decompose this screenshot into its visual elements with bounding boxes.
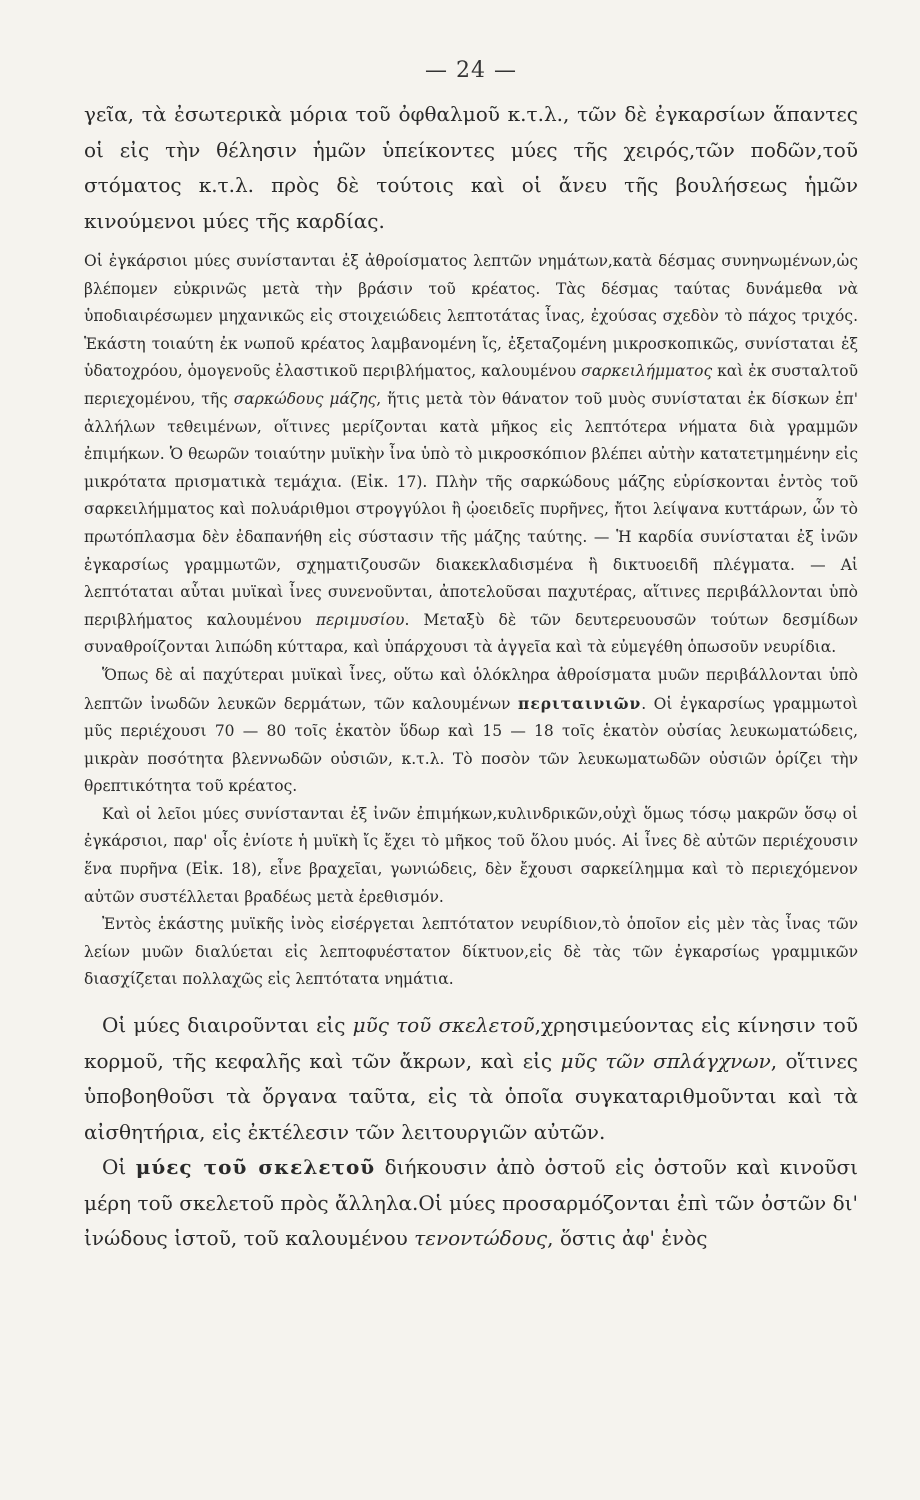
opening-text <box>84 97 858 239</box>
small-print-section <box>84 248 858 994</box>
text-span: ,χρησιμεύοντας εἰς κίνησιν τοῦ κορμοῦ, τῆς κεφαλῆς καὶ τῶν ἄκρων, καὶ εἰς <box>84 1013 858 1073</box>
text-span: Οἱ μύες διαιροῦνται εἰς <box>102 1013 353 1038</box>
text-span: , ἥτις μετὰ τὸν θάνατον τοῦ μυὸς συνίσταται ἐκ δίσκων ἐπ' ἀλλήλων τεθειμένων, οἵτινες μερίζονται κατὰ μῆκος εἰς λεπτότερα νήματα διὰ γραμμῶν ἐπιμήκων. Ὁ θεωρῶν τοιαύτην μυϊκὴν ἶνα ὑπὸ τὸ μικροσκόπιον βλέπει αὐτὴν κατατετμημένην εἰς μικρότατα πρισματικὰ τεμάχια. (Εἰκ. 17). Πλὴν τῆς σαρκώδους μάζης εὑρίσκονται ἐντὸς τοῦ σαρκειλήμματος καὶ πολυάριθμοι στρογγύλοι ἢ ᾠοειδεῖς πυρῆνες, ἤτοι λείψανα κυττάρων, ὧν τὸ πρωτόπλασμα δὲν ἐδαπανήθη εἰς σύστασιν τῆς μάζης ταύτης. — Ἡ καρδία συνίσταται ἐξ ἰνῶν ἐγκαρσίως γραμμωτῶν, σχηματιζουσῶν διακεκλαδισμένα ἢ δικτυοειδῆ πλέγματα. — Αἱ λεπτόταται αὗται μυϊκαὶ ἶνες συνενοῦνται, ἀποτελοῦσαι παχυτέρας, αἵτινες περιβάλλονται ὑπὸ περιβλήματος καλουμένου <box>84 389 859 629</box>
paragraph <box>84 1150 858 1257</box>
bold-term: μύες τοῦ σκελετοῦ <box>135 1155 376 1180</box>
text-span: Οἱ <box>102 1155 136 1180</box>
paragraph: Καὶ οἱ λεῖοι μύες συνίστανται ἐξ ἰνῶν ἐπιμήκων,κυλινδρικῶν,οὐχὶ ὅμως τόσῳ μακρῶν ὅσῳ οἱ ἐγκάρσιοι, παρ' οἷς ἐνίοτε ἡ μυϊκὴ ἴς ἔχει τὸ μῆκος τοῦ ὅλου μυός. Αἱ ἶνες δὲ αὐτῶν περιέχουσιν ἕνα πυρῆνα (Εἰκ. 18), εἶνε βραχεῖαι, γωνιώδεις, δὲν ἔχουσι σαρκείλημμα καὶ τὸ περιεχόμενον αὐτῶν συστέλλεται βραδέως μετὰ ἐρεθισμόν. <box>84 804 858 906</box>
italic-term: μῦς τοῦ σκελετοῦ <box>352 1013 535 1038</box>
italic-term: τενοντώδους <box>414 1226 548 1251</box>
text-span: Οἱ ἐγκάρσιοι μύες συνίστανται ἐξ ἀθροίσματος λεπτῶν νημάτων,κατὰ δέσμας συνηνωμένων,ὡς βλέπομεν εὐκρινῶς μετὰ τὴν βράσιν τοῦ κρέατος. Τὰς δέσμας ταύτας δυνάμεθα νὰ ὑποδιαιρέσωμεν μηχανικῶς εἰς στοιχειώδεις λεπτοτάτας ἶνας, ἐχούσας σχεδὸν τὸ πάχος τριχός. Ἑκάστη τοιαύτη ἐκ νωποῦ κρέατος λαμβανομένη ἴς, ἐξεταζομένη μικροσκοπικῶς, συνίσταται ἐξ ὑδατοχρόου, ὁμογενοῦς ἐλαστικοῦ περιβλήματος, καλουμένου <box>84 252 858 381</box>
text-span: διήκουσιν ἀπὸ ὀστοῦ εἰς ὀστοῦν καὶ κινοῦσι μέρη τοῦ σκελετοῦ πρὸς ἄλληλα.Οἱ μύες προσαρμόζονται ἐπὶ τῶν ὀστῶν δι' ἰνώδους ἱστοῦ, τοῦ καλουμένου <box>84 1155 858 1251</box>
paragraph: Ἐντὸς ἑκάστης μυϊκῆς ἰνὸς εἰσέργεται λεπτότατον νευρίδιον,τὸ ὁποῖον εἰς μὲν τὰς ἶνας τῶν λείων μυῶν διαλύεται εἰς λεπτοφυέστατον δίκτυον,εἰς δὲ τὰς τῶν ἐγκαρσίως γραμμικῶν διασχίζεται πολλαχῶς εἰς λεπτότατα νημάτια. <box>84 915 858 989</box>
paragraph: γεῖα, τὰ ἐσωτερικὰ μόρια τοῦ ὀφθαλμοῦ κ.τ.λ., τῶν δὲ ἐγκαρσίων ἅπαντες οἱ εἰς τὴν θέλησιν ἡμῶν ὑπείκοντες μύες τῆς χειρός,τῶν ποδῶν,τοῦ στόματος κ.τ.λ. πρὸς δὲ τούτοις καὶ οἱ ἄνευ τῆς βουλήσεως ἡμῶν κινούμενοι μύες τῆς καρδίας. <box>84 102 858 233</box>
page-number: — 24 — <box>425 58 517 83</box>
text-span: Ὅπως δὲ αἱ παχύτεραι μυϊκαὶ ἶνες, οὕτω καὶ ὁλόκληρα ἀθροίσματα μυῶν περιβάλλονται ὑπὸ λεπτῶν ἰνωδῶν λευκῶν δερμάτων, τῶν καλουμένων <box>84 665 858 713</box>
italic-term: σαρκώδους μάζης <box>233 389 377 408</box>
paragraph <box>84 662 858 801</box>
main-text-section <box>84 1008 858 1257</box>
paragraph <box>84 1008 858 1150</box>
italic-term: μῦς τῶν σπλάγχνων <box>560 1048 771 1073</box>
bold-term: περιταινιῶν <box>518 693 642 713</box>
italic-term: σαρκειλήμματος <box>581 362 713 381</box>
text-span: καὶ ἐκ συσταλτοῦ περιεχομένου, τῆς <box>84 362 859 408</box>
text-span: . Οἱ ἐγκαρσίως γραμμωτοὶ μῦς περιέχουσι 70 — 80 τοῖς ἑκατὸν ὕδωρ καὶ 15 — 18 τοῖς ἑκατὸν οὐσίας λευκωματώδεις, μικρὰν ποσότητα βλεννωδῶν οὐσιῶν, κ.τ.λ. Τὸ ποσὸν τῶν λευκωματωδῶν οὐσιῶν ὁρίζει τὴν θρεπτικότητα τοῦ κρέατος. <box>84 694 858 796</box>
italic-term: περιμυσίου <box>315 610 405 629</box>
text-span: , οἵτινες ὑποβοηθοῦσι τὰ ὄργανα ταῦτα, εἰς τὰ ὁποῖα συγκαταριθμοῦνται καὶ τὰ αἰσθητήρια, εἰς ἐκτέλεσιν τῶν λειτουργιῶν αὐτῶν. <box>84 1048 858 1144</box>
paragraph <box>84 248 858 662</box>
text-span: . Μεταξὺ δὲ τῶν δευτερευουσῶν τούτων δεσμίδων συναθροίζονται λιπώδη κύτταρα, καὶ ὑπάρχουσι τὰ ἀγγεῖα καὶ τὰ εὐμεγέθη ὁπωσοῦν νευρίδια. <box>84 610 859 657</box>
text-span: , ὅστις ἀφ' ἑνὸς <box>547 1226 708 1251</box>
